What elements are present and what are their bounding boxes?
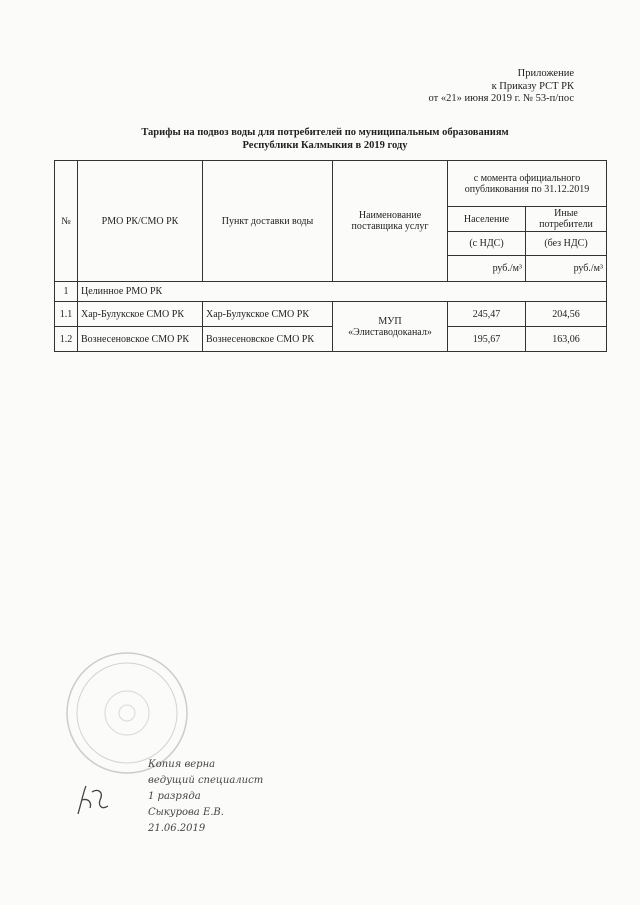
handwriting-line-3: 1 разряда [148, 791, 201, 802]
group-num: 1 [55, 282, 78, 302]
table-row [55, 327, 607, 352]
header-supplier: Наименование поставщика услуг [333, 161, 448, 282]
appendix-line-1: Приложение [517, 68, 574, 79]
certification-note [148, 757, 263, 837]
appendix-line-2: к Приказу РСТ РК [491, 80, 574, 92]
row-num: 1.2 [55, 327, 78, 352]
row-delivery-point: Хар-Булукское СМО РК [203, 302, 333, 327]
group-name: Целинное РМО РК [78, 282, 607, 302]
supplier-line-1: МУП [378, 315, 402, 327]
header-unit-others: руб./м³ [526, 256, 607, 282]
header-delivery-point: Пункт доставки воды [203, 161, 333, 282]
header-without-vat: (без НДС) [526, 232, 607, 256]
tariff-table [54, 160, 607, 352]
row-rmo: Вознесеновское СМО РК [78, 327, 203, 352]
header-with-vat: (с НДС) [448, 232, 526, 256]
appendix-block [429, 68, 574, 106]
signature-initials-icon [72, 780, 112, 820]
header-num: № [55, 161, 78, 282]
handwriting-line-2: ведущий специалист [148, 775, 264, 786]
row-others-tariff: 204,56 [526, 302, 607, 327]
row-rmo: Хар-Булукское СМО РК [78, 302, 203, 327]
table-row [55, 302, 607, 327]
appendix-line-3: от «21» июня 2019 г. № 53-п/пос [428, 93, 574, 104]
row-population-tariff: 195,67 [448, 327, 526, 352]
title-line-1: Тарифы на подвоз воды для потребителей по муниципальным образованиям [141, 127, 509, 138]
header-rmo: РМО РК/СМО РК [78, 161, 203, 282]
row-others-tariff: 163,06 [526, 327, 607, 352]
handwriting-line-5: 21.06.2019 [148, 823, 206, 834]
document-title [60, 126, 590, 152]
header-unit-population: руб./м³ [448, 256, 526, 282]
handwriting-line-1: Копия верна [148, 759, 216, 770]
row-num: 1.1 [55, 302, 78, 327]
title-line-2: Республики Калмыкия в 2019 году [242, 140, 408, 151]
supplier-cell [333, 302, 448, 352]
header-period: с момента официального опубликования по 31.12.2019 [448, 161, 607, 207]
row-delivery-point: Вознесеновское СМО РК [203, 327, 333, 352]
handwriting-line-4: Сыкурова Е.В. [148, 807, 224, 818]
header-other-consumers: Иные потребители [526, 207, 607, 232]
supplier-line-2: «Элиставодоканал» [348, 326, 432, 338]
header-population: Население [448, 207, 526, 232]
row-population-tariff: 245,47 [448, 302, 526, 327]
